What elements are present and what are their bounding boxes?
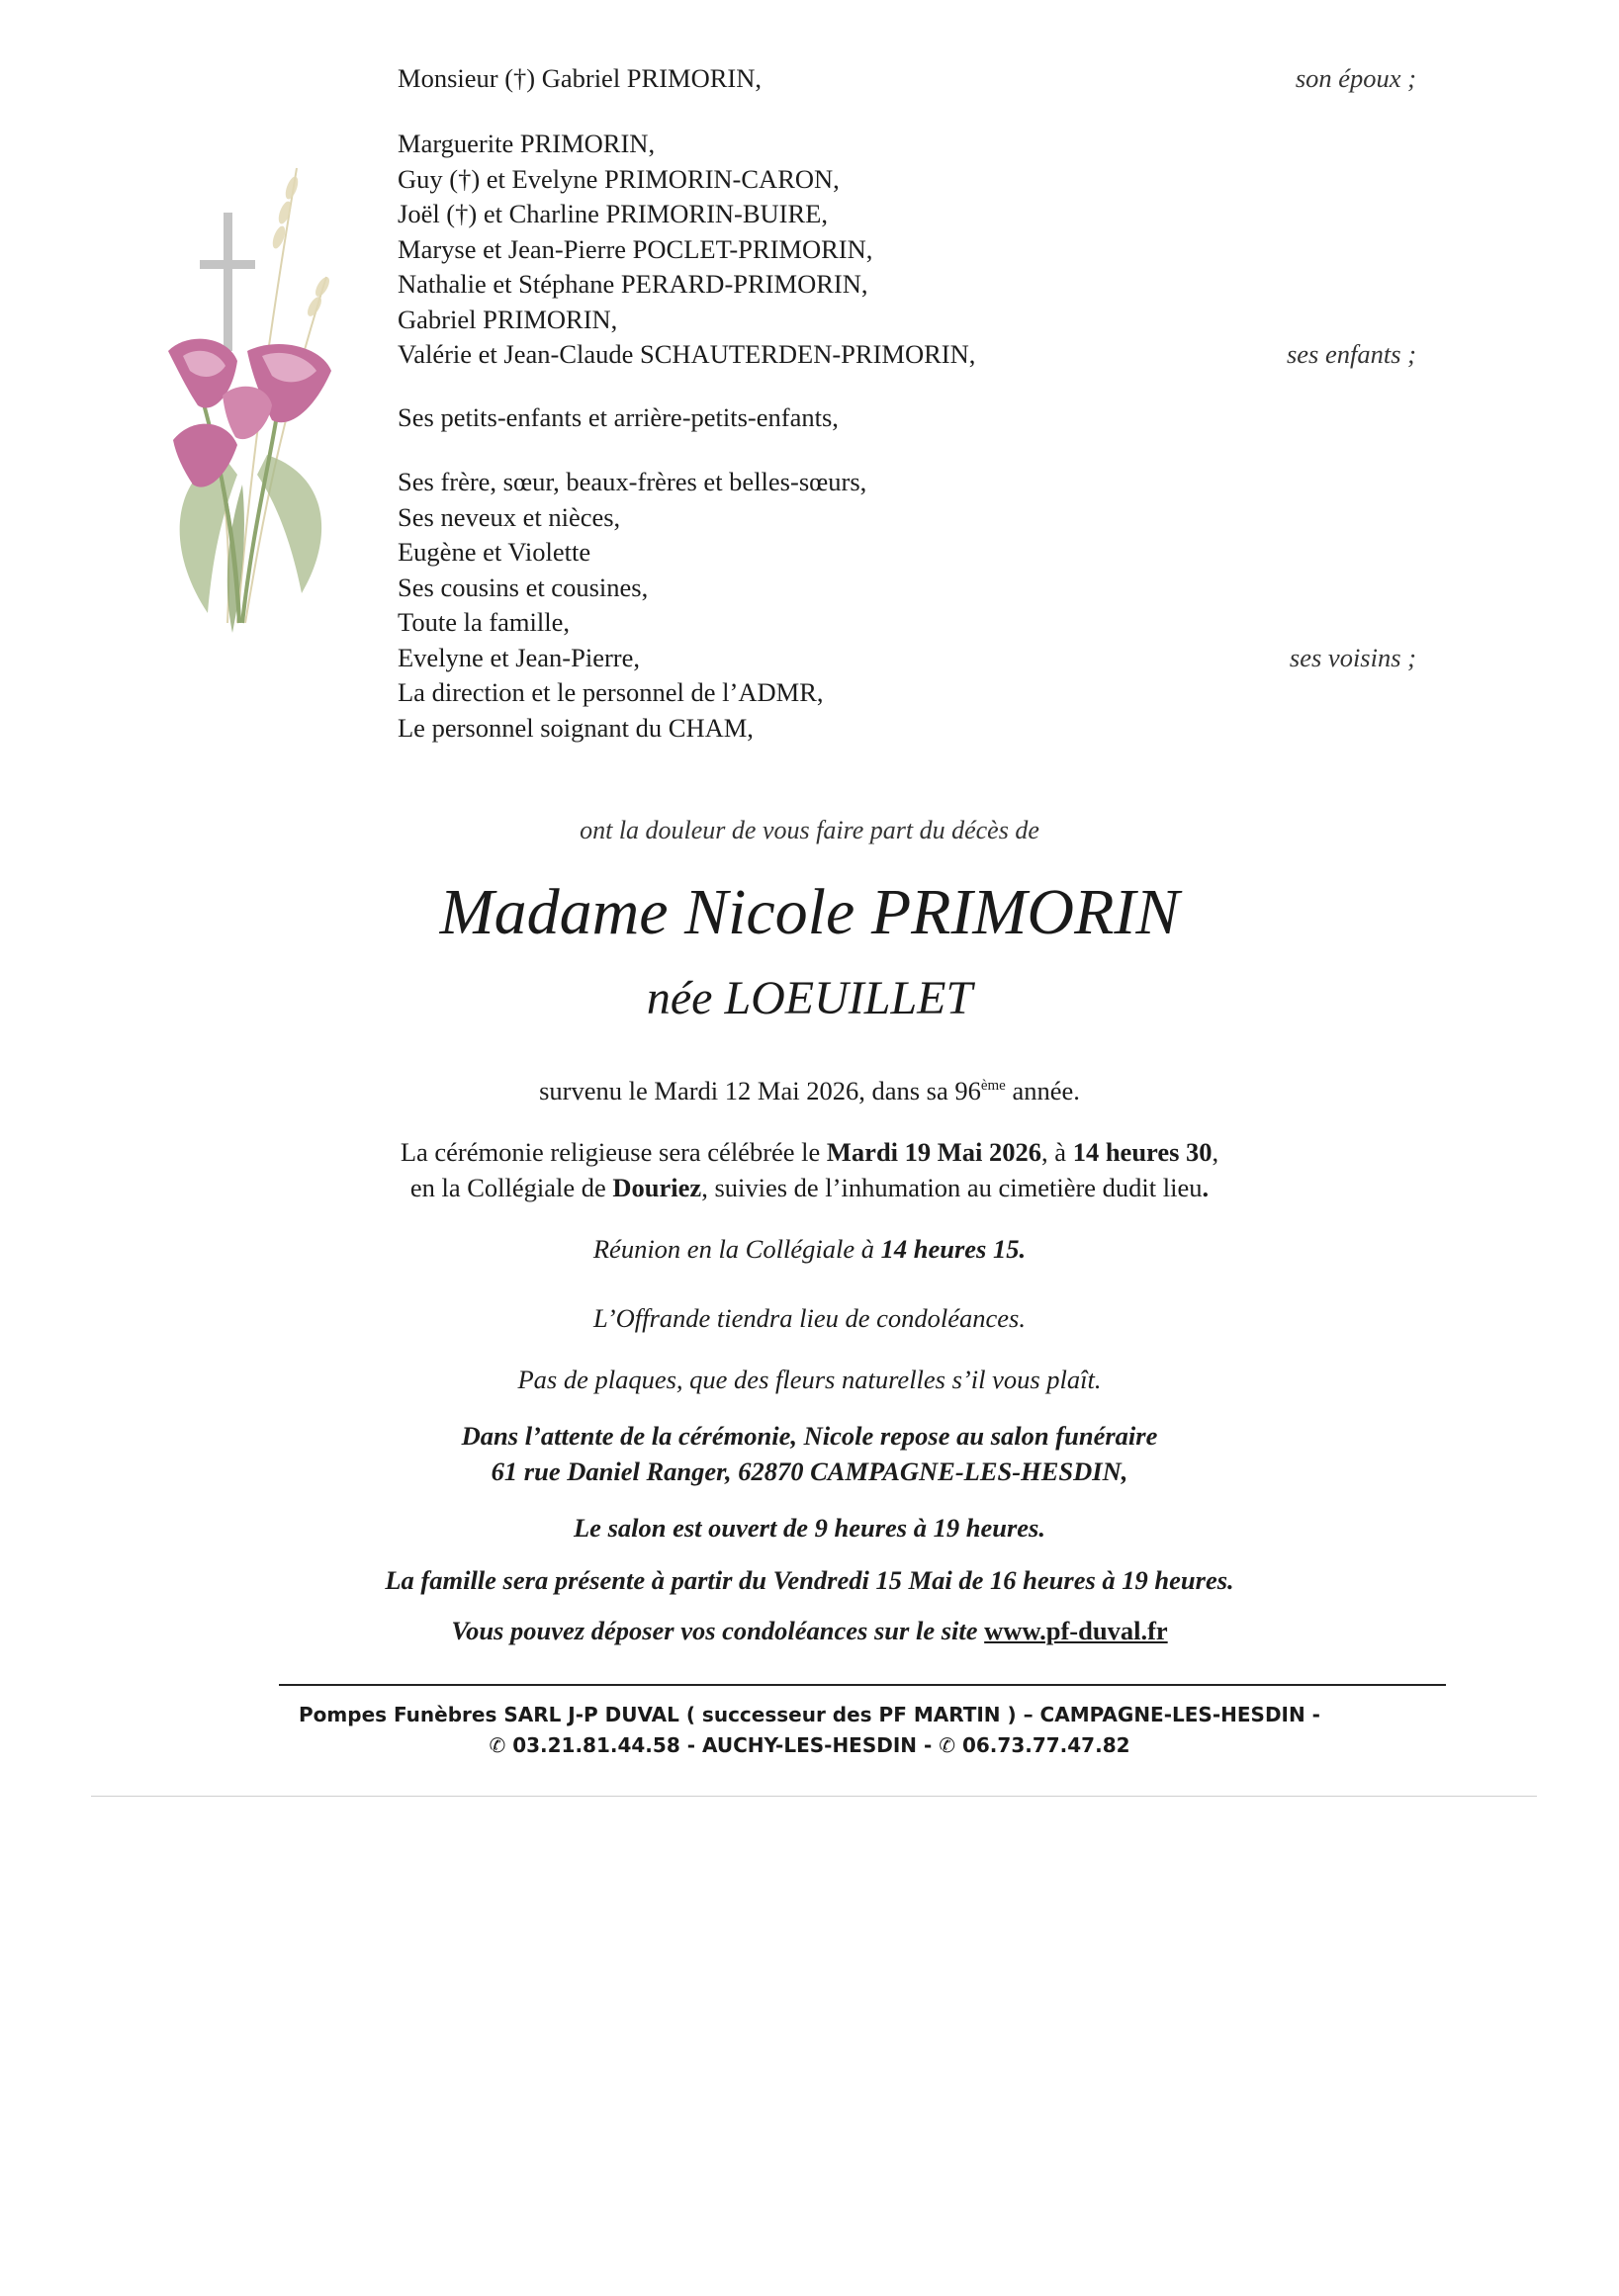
list-item: Guy (†) et Evelyne PRIMORIN-CARON, xyxy=(398,163,840,194)
list-item: Gabriel PRIMORIN, xyxy=(398,304,618,334)
neighbours-relation: ses voisins ; xyxy=(1289,642,1416,672)
ceremony-line-1: La cérémonie religieuse sera célébrée le Mardi 19 Mai 2026, à 14 heures 30, xyxy=(400,1137,1219,1167)
ceremony-line-2: en la Collégiale de Douriez, suivies de l’inhumation au cimetière dudit lieu. xyxy=(409,1173,1210,1202)
maiden-name: née LOEUILLET xyxy=(646,972,973,1024)
children-list xyxy=(398,127,1416,373)
list-item: Le personnel soignant du CHAM, xyxy=(398,712,754,743)
salon-hours: Le salon est ouvert de 9 heures à 19 heures. xyxy=(574,1513,1045,1543)
calla-lily-cross-illustration xyxy=(129,158,366,653)
website-link[interactable]: www.pf-duval.fr xyxy=(984,1616,1168,1645)
list-item: Marguerite PRIMORIN, xyxy=(398,129,656,158)
list-item: Valérie et Jean-Claude SCHAUTERDEN-PRIMORIN, ses enfants ; xyxy=(398,337,1416,373)
list-item: Ses frère, sœur, beaux-frères et belles-sœurs, xyxy=(398,467,867,496)
announcement-intro: ont la douleur de vous faire part du décès de xyxy=(580,816,1039,844)
list-item: Eugène et Violette xyxy=(398,537,591,567)
cross-icon xyxy=(200,213,255,351)
grandchildren-line: Ses petits-enfants et arrière-petits-enfants, xyxy=(398,402,839,432)
list-item: Joël (†) et Charline PRIMORIN-BUIRE, xyxy=(398,199,828,228)
family-presence: La famille sera présente à partir du Vendredi 15 Mai de 16 heures à 19 heures. xyxy=(385,1565,1234,1595)
list-item: Toute la famille, xyxy=(398,607,571,637)
husband-line xyxy=(398,61,1416,97)
death-details: survenu le Mardi 12 Mai 2026, dans sa 96ème année. xyxy=(539,1076,1080,1105)
footer-divider xyxy=(279,1684,1446,1686)
list-item: Ses neveux et nièces, xyxy=(398,501,621,532)
list-item: Evelyne et Jean-Pierre, ses voisins ; xyxy=(398,641,1416,676)
condolences-line: Vous pouvez déposer vos condoléances sur le site www.pf-duval.fr xyxy=(451,1616,1168,1645)
list-item: Nathalie et Stéphane PERARD-PRIMORIN, xyxy=(398,269,868,299)
salon-line-2: 61 rue Daniel Ranger, 62870 CAMPAGNE-LES-HESDIN, xyxy=(491,1457,1128,1486)
page-bottom-border xyxy=(91,1796,1537,1797)
footer-line-2: ✆ 03.21.81.44.58 - AUCHY-LES-HESDIN - ✆ 06.73.77.47.82 xyxy=(489,1733,1130,1757)
meeting-info: Réunion en la Collégiale à 14 heures 15. xyxy=(592,1234,1027,1264)
footer-line-1: Pompes Funèbres SARL J-P DUVAL ( successeur des PF MARTIN ) – CAMPAGNE-LES-HESDIN - xyxy=(299,1703,1320,1726)
husband-relation: son époux ; xyxy=(1295,63,1416,93)
extended-family-list xyxy=(398,465,1416,746)
children-relation: ses enfants ; xyxy=(1286,339,1416,369)
flowers-note: Pas de plaques, que des fleurs naturelles s’il vous plaît. xyxy=(517,1365,1102,1394)
list-item: La direction et le personnel de l’ADMR, xyxy=(398,677,824,707)
offering-note: L’Offrande tiendra lieu de condoléances. xyxy=(593,1303,1026,1333)
husband-name: Monsieur (†) Gabriel PRIMORIN, xyxy=(398,63,763,93)
salon-line-1: Dans l’attente de la cérémonie, Nicole repose au salon funéraire xyxy=(461,1421,1158,1451)
list-item: Maryse et Jean-Pierre POCLET-PRIMORIN, xyxy=(398,233,873,264)
deceased-name: Madame Nicole PRIMORIN xyxy=(439,876,1180,948)
list-item: Ses cousins et cousines, xyxy=(398,572,649,602)
family-listing xyxy=(398,61,1416,97)
